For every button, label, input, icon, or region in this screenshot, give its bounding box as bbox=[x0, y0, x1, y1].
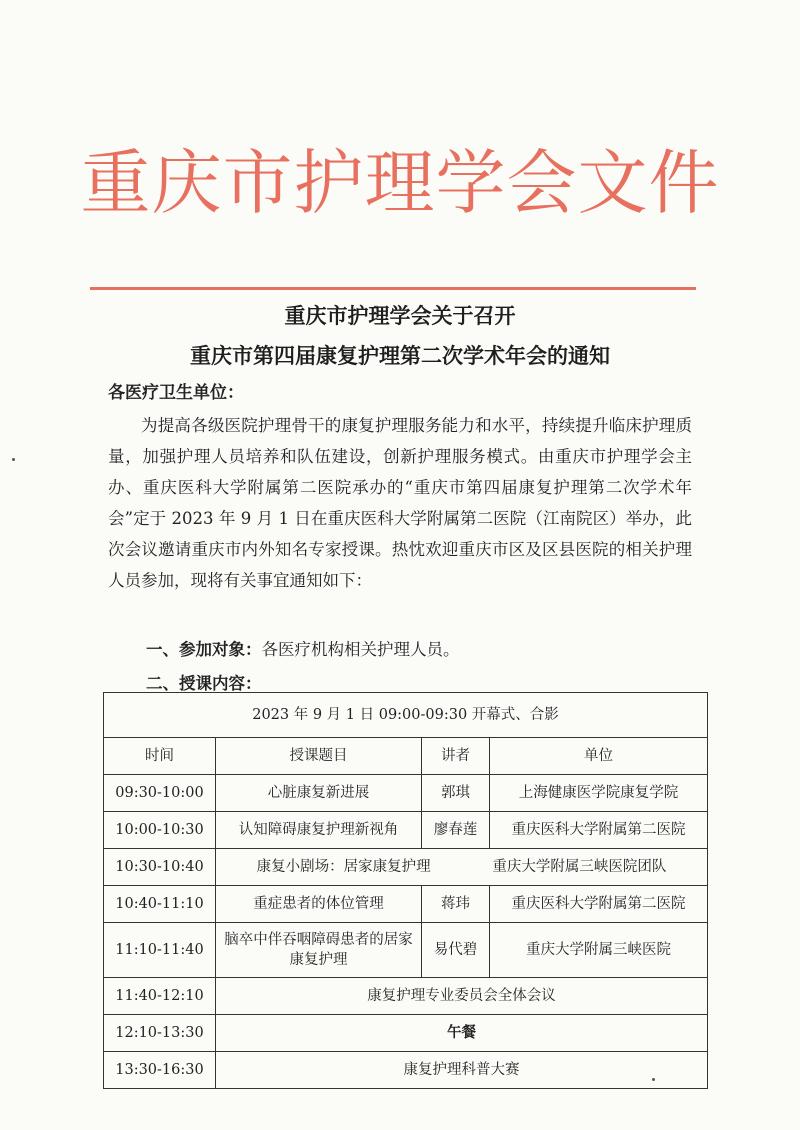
notice-title-line-1: 重庆市护理学会关于召开 bbox=[284, 304, 516, 328]
speaker-cell: 易代碧 bbox=[422, 923, 490, 978]
notice-body-paragraph: 为提高各级医院护理骨干的康复护理服务能力和水平，持续提升临床护理质量，加强护理人员培养和队伍建设，创新护理服务模式。由重庆市护理学会主办、重庆医科大学附属第二医院承办的“重庆市第四届康复护理第二次学术年会”定于 2023 年 9 月 1 日在重庆医科大学附属第二医院（江南院区）举办，此次会议邀请重庆市内外知名专家授课。热忱欢迎重庆市区及区县医院的相关护理人员参加，现将有关事宜通知如下： bbox=[108, 416, 692, 590]
salutation: 各医疗卫生单位： bbox=[108, 383, 244, 403]
event-cell: 午餐 bbox=[216, 1015, 708, 1052]
table-row bbox=[104, 1015, 708, 1052]
scan-speck bbox=[652, 1078, 655, 1081]
topic-cell: 重症患者的体位管理 bbox=[216, 886, 422, 923]
time-cell: 10:00-10:30 bbox=[104, 812, 216, 849]
table-row bbox=[104, 978, 708, 1015]
header-topic: 授课题目 bbox=[216, 738, 422, 775]
opening-cell: 2023 年 9 月 1 日 09:00-09:30 开幕式、合影 bbox=[104, 693, 708, 738]
scan-speck bbox=[12, 458, 15, 461]
time-cell: 11:10-11:40 bbox=[104, 923, 216, 978]
unit-cell: 重庆大学附属三峡医院 bbox=[490, 923, 708, 978]
time-cell: 11:40-12:10 bbox=[104, 978, 216, 1015]
topic-cell: 脑卒中伴吞咽障碍患者的居家康复护理 bbox=[216, 923, 422, 978]
schedule-table bbox=[103, 692, 708, 1089]
section-participants bbox=[146, 638, 460, 662]
unit-cell: 上海健康医学院康复学院 bbox=[490, 775, 708, 812]
time-cell: 10:40-11:10 bbox=[104, 886, 216, 923]
content-heading: 二、授课内容： bbox=[146, 674, 262, 693]
table-row bbox=[104, 849, 708, 886]
event-cell: 康复护理科普大赛 bbox=[216, 1052, 708, 1089]
unit-cell: 重庆医科大学附属第二医院 bbox=[490, 812, 708, 849]
table-header-row bbox=[104, 738, 708, 775]
time-cell: 12:10-13:30 bbox=[104, 1015, 216, 1052]
participants-text: 各医疗机构相关护理人员。 bbox=[261, 640, 460, 659]
time-cell: 10:30-10:40 bbox=[104, 849, 216, 886]
header-time: 时间 bbox=[104, 738, 216, 775]
opening-row bbox=[104, 693, 708, 738]
time-cell: 13:30-16:30 bbox=[104, 1052, 216, 1089]
org-document-title: 重庆市护理学会文件 bbox=[80, 142, 720, 224]
speaker-cell: 郭琪 bbox=[422, 775, 490, 812]
header-unit: 单位 bbox=[490, 738, 708, 775]
topic-text: 康复小剧场：居家康复护理 bbox=[256, 859, 431, 875]
topic-cell: 心脏康复新进展 bbox=[216, 775, 422, 812]
table-row bbox=[104, 886, 708, 923]
unit-text: 重庆大学附属三峡医院团队 bbox=[492, 859, 667, 875]
speaker-cell: 蒋玮 bbox=[422, 886, 490, 923]
header-divider bbox=[90, 287, 696, 290]
unit-cell: 重庆医科大学附属第二医院 bbox=[490, 886, 708, 923]
time-cell: 09:30-10:00 bbox=[104, 775, 216, 812]
notice-title-line-2: 重庆市第四届康复护理第二次学术年会的通知 bbox=[190, 344, 610, 368]
event-cell: 康复护理专业委员会全体会议 bbox=[216, 978, 708, 1015]
participants-heading: 一、参加对象： bbox=[146, 640, 262, 659]
table-row bbox=[104, 812, 708, 849]
table-row bbox=[104, 923, 708, 978]
table-row bbox=[104, 775, 708, 812]
header-speaker: 讲者 bbox=[422, 738, 490, 775]
topic-cell: 认知障碍康复护理新视角 bbox=[216, 812, 422, 849]
table-row bbox=[104, 1052, 708, 1089]
speaker-cell: 廖春莲 bbox=[422, 812, 490, 849]
topic-unit-cell bbox=[216, 849, 708, 886]
